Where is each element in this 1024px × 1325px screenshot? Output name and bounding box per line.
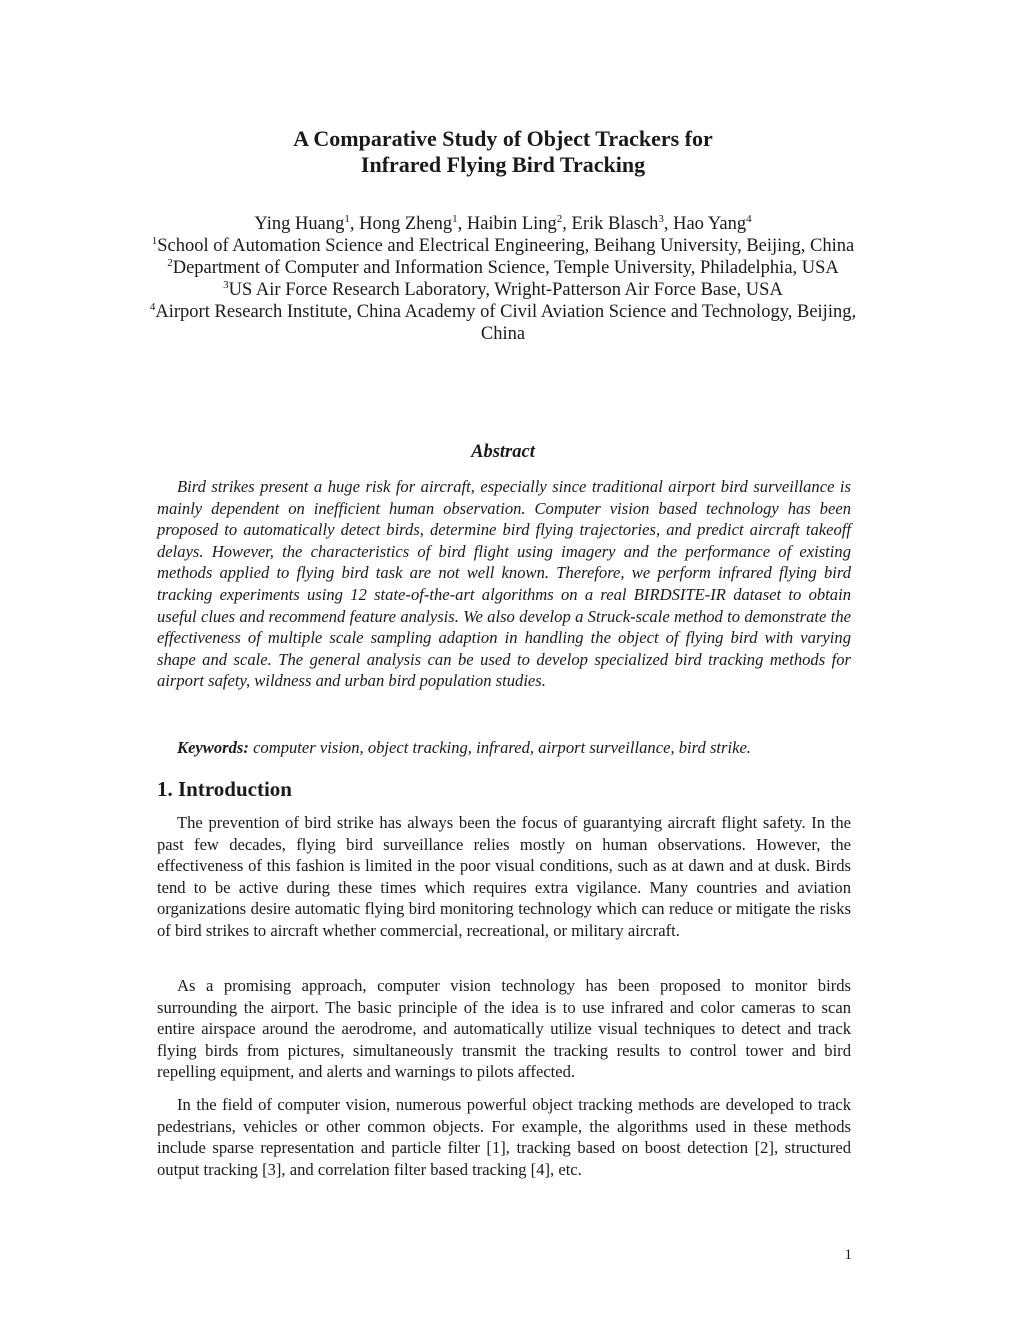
- author-name: Haibin Ling: [466, 214, 557, 234]
- author-affiliation-mark: 3: [658, 213, 664, 225]
- author-block: [130, 213, 876, 345]
- author-affiliation-mark: 1: [452, 213, 458, 225]
- author-name: Ying Huang: [254, 214, 345, 234]
- abstract-heading: Abstract: [471, 442, 535, 462]
- paper-title: [0, 126, 1006, 178]
- page-number: 1: [844, 1247, 852, 1263]
- author-name: Erik Blasch: [571, 214, 659, 234]
- author-name: Hao Yang: [673, 214, 747, 234]
- intro-paragraph-1: The prevention of bird strike has always been the focus of guarantying aircraft flight safety. In the past few decades, flying bird surveillance relies mostly on human observations. However, the effectiveness of this fashion is limited in the poor visual conditions, such as at dawn and at dusk. Birds tend to be active during these times which requires extra vigilance. Many countries and aviation organizations desire automatic flying bird monitoring technology which can reduce or mitigate the risks of bird strikes to aircraft whether commercial, recreational, or military aircraft.: [157, 813, 851, 940]
- affiliation-1: $^1$School of Automation Science and Electrical Engineering, Beihang University, Beijing, China: [151, 235, 855, 256]
- intro-paragraph-3: In the field of computer vision, numerous powerful object tracking methods are developed to track pedestrians, vehicles or other common objects. For example, the algorithms used in these methods include sparse representation and particle filter [1], tracking based on boost detection [2], structured output tracking [3], and correlation filter based tracking [4], etc.: [157, 1095, 851, 1179]
- affiliation-2: $^2$Department of Computer and Information Science, Temple University, Philadelphia, USA: [167, 257, 839, 278]
- affiliation-4: $^4$Airport Research Institute, China Academy of Civil Aviation Science and Technology, Beijing, China: [149, 301, 857, 344]
- abstract-text: Bird strikes present a huge risk for aircraft, especially since traditional airport bird surveillance is mainly dependent on inefficient human observation. Computer vision based technology has been proposed to automatically detect birds, determine bird flying trajectories, and predict aircraft takeoff delays. However, the characteristics of bird flight using imagery and the performance of existing methods applied to flying bird task are not well known. Therefore, we perform infrared flying bird tracking experiments using 12 state-of-the-art algorithms on a real BIRDSITE-IR dataset to obtain useful clues and recommend feature analysis. We also develop a Struck-scale method to demonstrate the effectiveness of multiple scale sampling adaption in handling the object of flying bird with varying shape and scale. The general analysis can be used to develop specialized bird tracking methods for airport safety, wildness and urban bird population studies.: [157, 477, 851, 691]
- author-name: Hong Zheng: [359, 214, 453, 234]
- author-list: Ying Huang$^1$, Hong Zheng$^1$, Haibin Ling$^2$, Erik Blasch$^3$, Hao Yang$^4$: [254, 213, 752, 234]
- intro-paragraph-2: As a promising approach, computer vision technology has been proposed to monitor birds surrounding the airport. The basic principle of the idea is to use infrared and color cameras to scan entire airspace around the aerodrome, and automatically utilize visual techniques to detect and track flying birds from pictures, simultaneously transmit the tracking results to control tower and bird repelling equipment, and alerts and warnings to pilots affected.: [157, 976, 851, 1082]
- author-affiliation-mark: 2: [556, 213, 563, 225]
- author-affiliation-mark: 4: [746, 213, 752, 225]
- title-line-2: Infrared Flying Bird Tracking: [360, 152, 646, 177]
- affiliation-3: $^3$US Air Force Research Laboratory, Wright-Patterson Air Force Base, USA: [223, 279, 783, 300]
- title-line-1: A Comparative Study of Object Trackers for: [293, 126, 713, 151]
- keywords: [177, 737, 857, 759]
- keywords-text: computer vision, object tracking, infrared, airport surveillance, bird strike.: [253, 738, 751, 757]
- keywords-label: Keywords:: [177, 738, 249, 757]
- section-heading-introduction: 1. Introduction: [157, 777, 292, 801]
- author-affiliation-mark: 1: [344, 213, 350, 225]
